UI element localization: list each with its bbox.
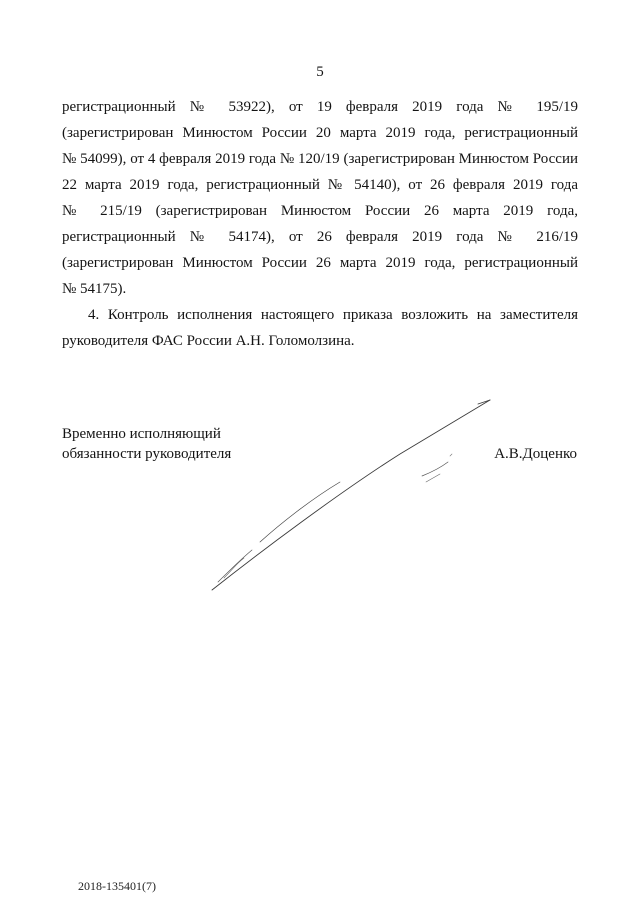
- paragraph-4-line: 4. Контроль исполнения настоящего приказа возложить на заместителя: [88, 307, 578, 323]
- signatory-title-line: Временно исполняющий: [62, 426, 221, 442]
- handwritten-signature: [200, 392, 500, 598]
- body-text: [62, 94, 578, 354]
- signatory-title-line: обязанности руководителя: [62, 446, 232, 462]
- body-line: № 215/19 (зарегистрирован Минюстом России 26 марта 2019 года,: [62, 203, 578, 219]
- body-line: регистрационный № 53922), от 19 февраля 2019 года № 195/19: [62, 99, 578, 115]
- body-line: 22 марта 2019 года, регистрационный № 54140), от 26 февраля 2019 года: [62, 177, 578, 193]
- body-line: (зарегистрирован Минюстом России 26 марта 2019 года, регистрационный: [62, 255, 578, 271]
- body-line: регистрационный № 54174), от 26 февраля 2019 года № 216/19: [62, 229, 578, 245]
- document-code: 2018-135401(7): [78, 879, 156, 893]
- body-line: (зарегистрирован Минюстом России 20 марта 2019 года, регистрационный: [62, 125, 578, 141]
- body-line: № 54099), от 4 февраля 2019 года № 120/19 (зарегистрирован Минюстом России: [62, 151, 578, 167]
- paragraph-4-line: руководителя ФАС России А.Н. Голомолзина.: [62, 333, 355, 349]
- signatory-name: А.В.Доценко: [494, 446, 577, 462]
- page-number: 5: [316, 64, 324, 80]
- body-line: № 54175).: [62, 281, 127, 297]
